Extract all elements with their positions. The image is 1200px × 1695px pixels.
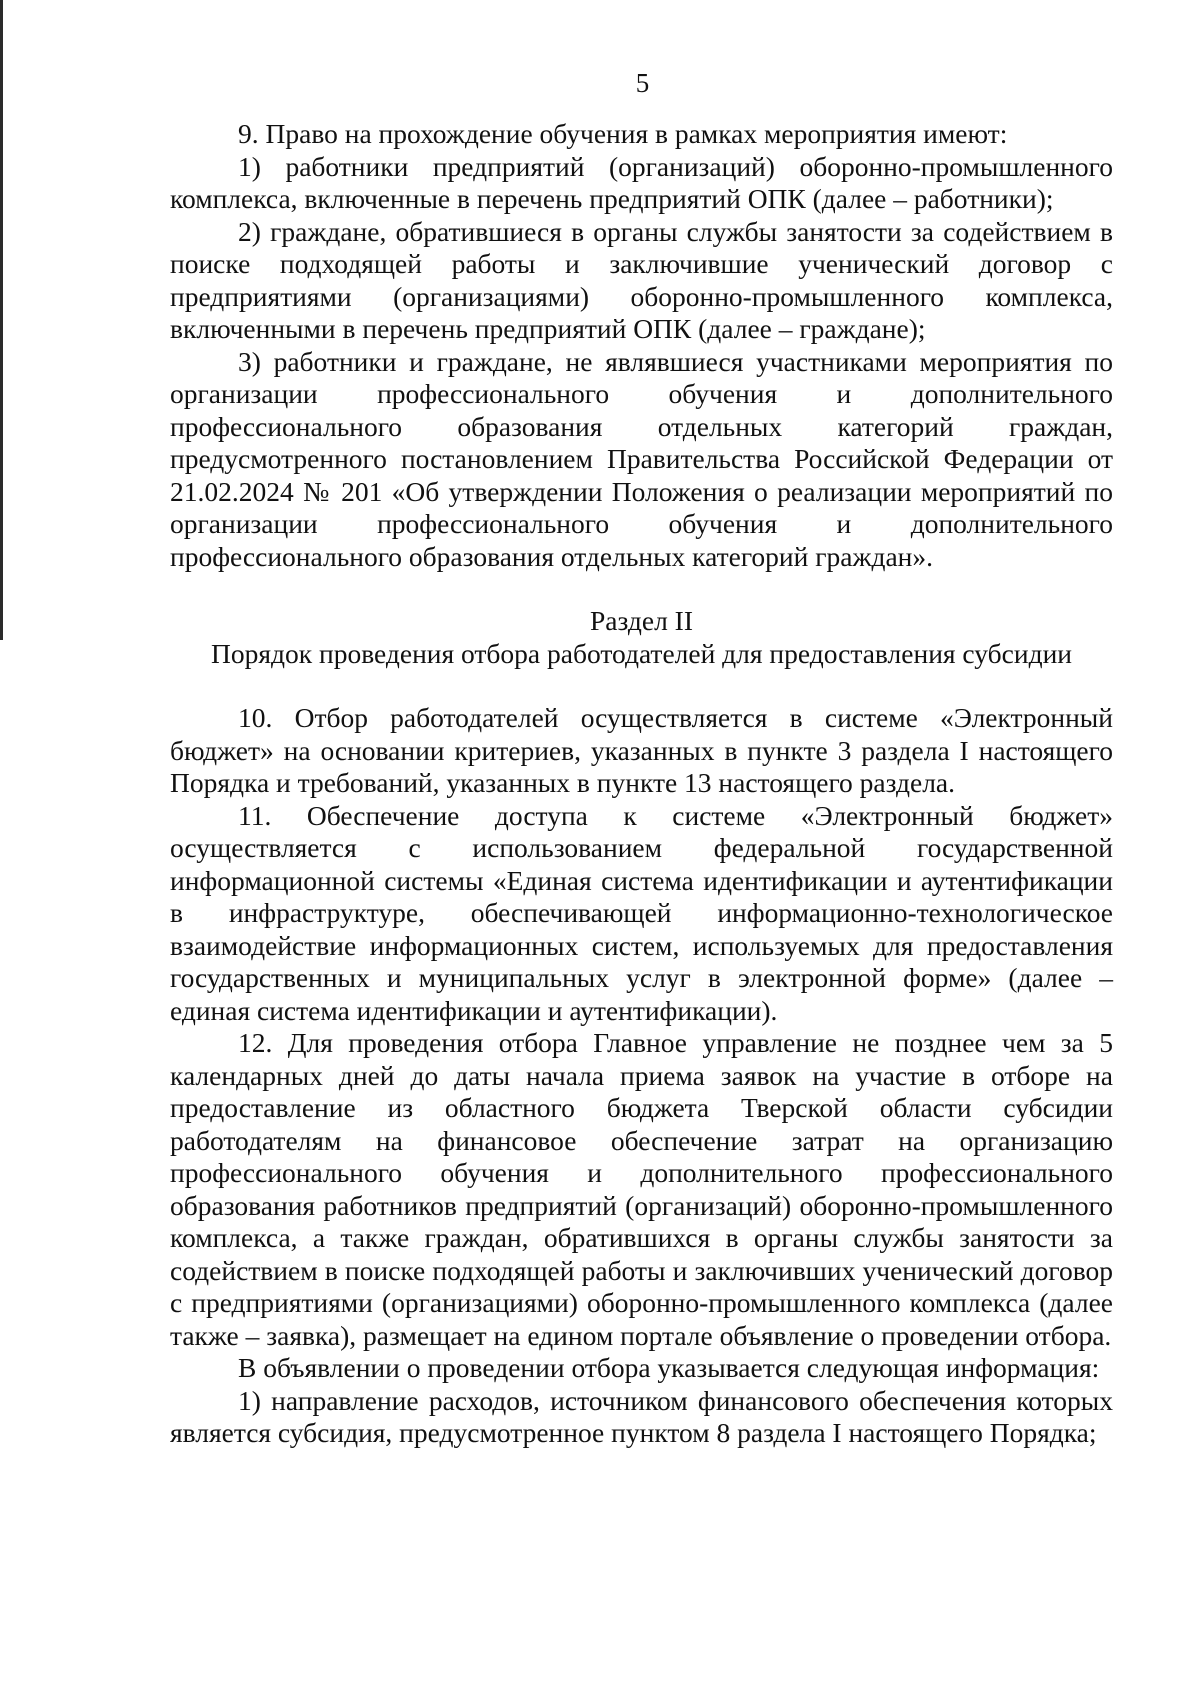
paragraph-11: 11. Обеспечение доступа к системе «Электронный бюджет» осуществляется с использованием федеральной государственной информационной системы «Единая система идентификации и аутентификации в инфраструктуре, обеспечивающей информационно-технологическое взаимодействие информационных систем, используемых для предоставления государственных и муниципальных услуг в электронной форме» (далее – единая система идентификации и аутентификации).: [170, 799, 1113, 1026]
paragraph-9: 9. Право на прохождение обучения в рамках мероприятия имеют:: [238, 118, 1008, 149]
paragraph-9-item-3: 3) работники и граждане, не являвшиеся участниками мероприятия по организации профессионального обучения и дополнительного профессионального образования отдельных категорий граждан, предусмотренного постановлением Правительства Российской Федерации от 21.02.2024 № 201 «Об утверждении Положения о реализации мероприятий по организации профессионального обучения и дополнительного профессионального образования отдельных категорий граждан».: [170, 345, 1113, 572]
paragraph-12: 12. Для проведения отбора Главное управление не позднее чем за 5 календарных дней до даты начала приема заявок на участие в отборе на предоставление из областного бюджета Тверской области субсидии работодателям на финансовое обеспечение затрат на организацию профессионального обучения и дополнительного профессионального образования работников предприятий (организаций) оборонно-промышленного комплекса, а также граждан, обратившихся в органы службы занятости за содействием в поиске подходящей работы и заключивших ученический договор с предприятиями (организациями) оборонно-промышленного комплекса (далее также – заявка), размещает на едином портале объявление о проведении отбора.: [170, 1027, 1113, 1351]
section-number: Раздел II: [590, 605, 693, 636]
paragraph-12-item-1: 1) направление расходов, источником финансового обеспечения которых является субсидия, предусмотренное пунктом 8 раздела I настоящего Порядка;: [170, 1384, 1113, 1448]
page-number: 5: [635, 68, 650, 98]
paragraph-12-announcement: В объявлении о проведении отбора указывается следующая информация:: [238, 1352, 1100, 1383]
document-body: [170, 118, 1113, 1450]
paragraph-9-item-1: 1) работники предприятий (организаций) оборонно-промышленного комплекса, включенные в перечень предприятий ОПК (далее – работники);: [170, 150, 1113, 214]
paragraph-10: 10. Отбор работодателей осуществляется в системе «Электронный бюджет» на основании критериев, указанных в пункте 3 раздела I настоящего Порядка и требований, указанных в пункте 13 настоящего раздела.: [170, 702, 1113, 798]
paragraph-9-item-2: 2) граждане, обратившиеся в органы службы занятости за содействием в поиске подходящей работы и заключившие ученический договор с предприятиями (организациями) оборонно-промышленного комплекса, включенными в перечень предприятий ОПК (далее – граждане);: [170, 215, 1113, 344]
section-title: Порядок проведения отбора работодателей для предоставления субсидии: [211, 637, 1072, 669]
